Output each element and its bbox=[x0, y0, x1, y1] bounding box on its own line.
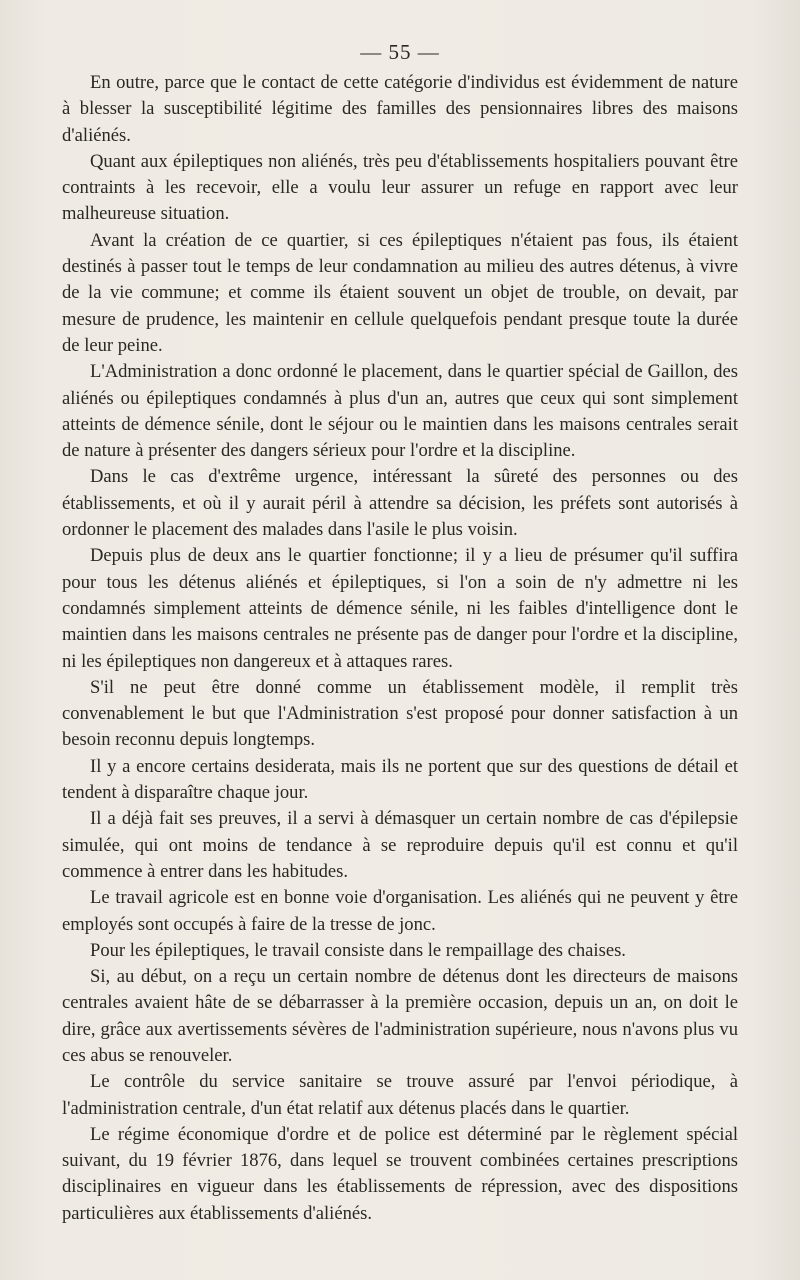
paragraph: Il y a encore certains desiderata, mais ils ne portent que sur des questions de détail et tendent à disparaître chaque jour. bbox=[62, 755, 738, 804]
paragraph: Depuis plus de deux ans le quartier fonctionne; il y a lieu de présumer qu'il suffira pour tous les détenus aliénés et épileptiques, si l'on a soin de n'y admettre ni les condamnés simplement atteints de démence sénile, ni les faibles d'intelligence dont le maintien dans les maisons centrales ne présente pas de danger pour l'ordre et la discipline, ni les épileptiques non dangereux et à attaques rares. bbox=[62, 545, 738, 672]
paragraph: S'il ne peut être donné comme un établissement modèle, il remplit très convenablement le but que l'Administration s'est proposé pour donner satisfaction à un besoin reconnu depuis longtemps. bbox=[62, 676, 738, 751]
paragraph: Il a déjà fait ses preuves, il a servi à démasquer un certain nombre de cas d'épilepsie simulée, qui ont moins de tendance à se reproduire depuis qu'il est connu et qu'il commence à entrer dans les habitudes. bbox=[62, 808, 738, 882]
paragraph: Pour les épileptiques, le travail consiste dans le rempaillage des chaises. bbox=[90, 939, 626, 961]
body-text bbox=[62, 70, 738, 1227]
paragraph: Le régime économique d'ordre et de police est déterminé par le règlement spécial suivant, du 19 février 1876, dans lequel se trouvent combinées certaines prescriptions disciplinaires en vigueur dans les établissements de répression, avec des dispositions particulières aux établissements d'aliénés. bbox=[62, 1123, 738, 1224]
paragraph: Le travail agricole est en bonne voie d'organisation. Les aliénés qui ne peuvent y être employés sont occupés à faire de la tresse de jonc. bbox=[62, 887, 738, 935]
paragraph: Le contrôle du service sanitaire se trouve assuré par l'envoi périodique, à l'administration centrale, d'un état relatif aux détenus placés dans le quartier. bbox=[62, 1071, 738, 1119]
page-number: — 55 — bbox=[360, 40, 440, 64]
paragraph: Si, au début, on a reçu un certain nombre de détenus dont les directeurs de maisons centrales avaient hâte de se débarrasser à la première occasion, depuis un an, on doit le dire, grâce aux avertissements sévères de l'administration supérieure, nous n'avons plus vu ces abus se renouveler. bbox=[62, 966, 738, 1066]
paragraph: L'Administration a donc ordonné le placement, dans le quartier spécial de Gaillon, des aliénés ou épileptiques condamnés à plus d'un an, autres que ceux qui sont simplement atteints de démence sénile, dont le séjour ou le maintien dans les maisons centrales serait de nature à présenter des dangers sérieux pour l'ordre et la discipline. bbox=[62, 361, 738, 462]
paragraph: Avant la création de ce quartier, si ces épileptiques n'étaient pas fous, ils étaient destinés à passer tout le temps de leur condamnation au milieu des autres détenus, à vivre de la vie commune; et comme ils étaient souvent un objet de trouble, on devait, par mesure de prudence, les maintenir en cellule quelquefois pendant presque toute la durée de leur peine. bbox=[62, 229, 738, 356]
paragraph: Dans le cas d'extrême urgence, intéressant la sûreté des personnes ou des établissements, et où il y aurait péril à attendre sa décision, les préfets sont autorisés à ordonner le placement des malades dans l'asile le plus voisin. bbox=[62, 466, 738, 541]
paragraph: Quant aux épileptiques non aliénés, très peu d'établissements hospitaliers pouvant être contraints à les recevoir, elle a voulu leur assurer un refuge en rapport avec leur malheureuse situation. bbox=[62, 150, 738, 225]
paragraph: En outre, parce que le contact de cette catégorie d'individus est évidemment de nature à blesser la susceptibilité légitime des familles des pensionnaires libres des maisons d'aliénés. bbox=[62, 72, 738, 146]
